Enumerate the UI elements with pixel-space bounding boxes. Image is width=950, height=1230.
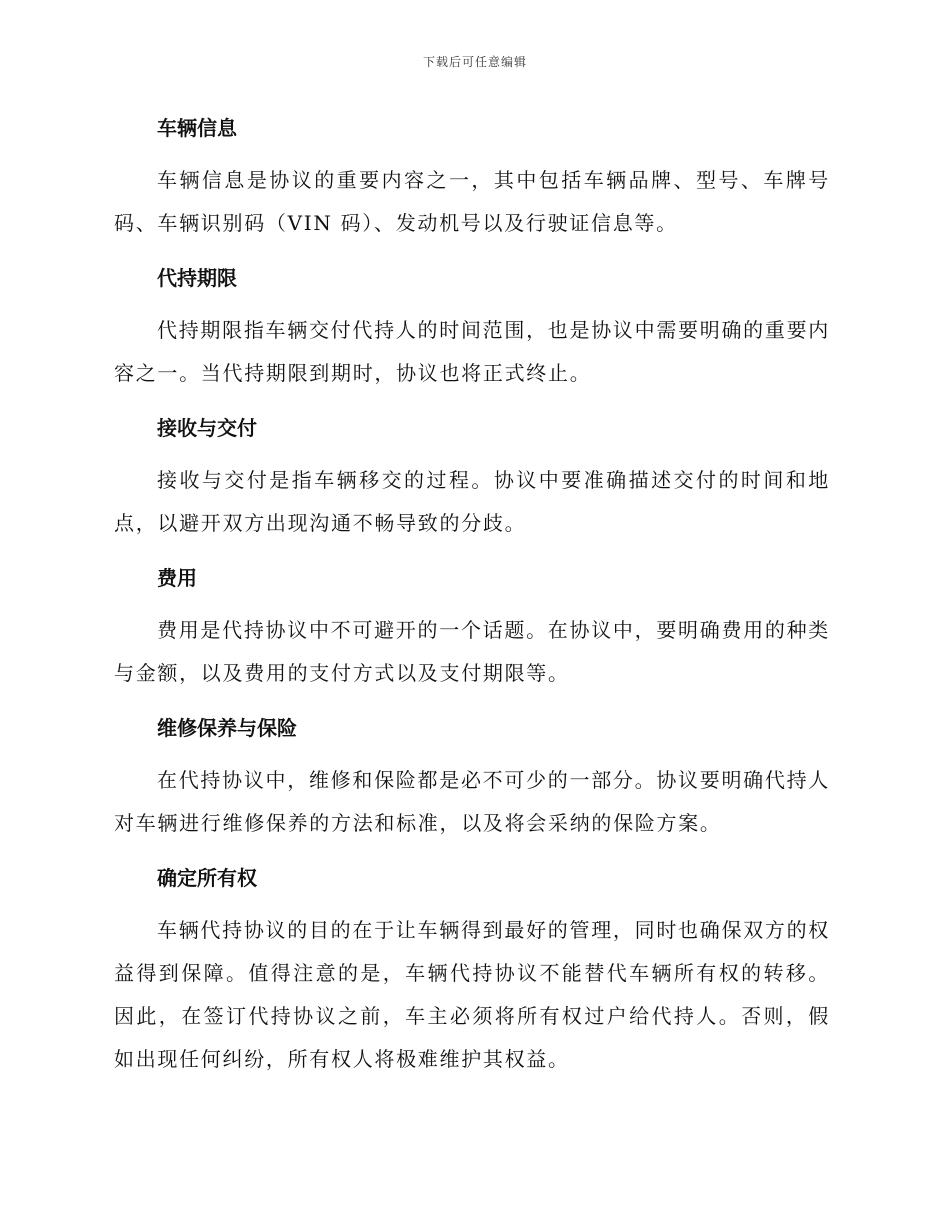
section-fees — [114, 558, 830, 695]
section-body: 在代持协议中，维修和保险都是必不可少的一部分。协议要明确代持人对车辆进行维修保养的方法和标准，以及将会采纳的保险方案。 — [114, 768, 830, 835]
section-body: 费用是代持协议中不可避开的一个话题。在协议中，要明确费用的种类与金额，以及费用的支付方式以及支付期限等。 — [114, 618, 830, 685]
section-heading: 接收与交付 — [157, 416, 257, 440]
section-heading: 费用 — [157, 566, 197, 590]
section-heading: 车辆信息 — [157, 116, 237, 140]
section-body: 车辆信息是协议的重要内容之一，其中包括车辆品牌、型号、车牌号码、车辆识别码（VIN 码）、发动机号以及行驶证信息等。 — [114, 168, 830, 235]
section-body: 代持期限指车辆交付代持人的时间范围，也是协议中需要明确的重要内容之一。当代持期限到期时，协议也将正式终止。 — [114, 318, 830, 385]
section-heading: 代持期限 — [157, 266, 237, 290]
section-receipt-delivery — [114, 408, 830, 545]
document-content — [114, 108, 830, 1094]
section-body: 车辆代持协议的目的在于让车辆得到最好的管理，同时也确保双方的权益得到保障。值得注意的是，车辆代持协议不能替代车辆所有权的转移。因此，在签订代持协议之前，车主必须将所有权过户给代持人。否则，假如出现任何纠纷，所有权人将极难维护其权益。 — [114, 918, 830, 1071]
section-vehicle-info — [114, 108, 830, 245]
header-note: 下载后可任意编辑 — [422, 55, 527, 69]
section-body: 接收与交付是指车辆移交的过程。协议中要准确描述交付的时间和地点，以避开双方出现沟通不畅导致的分歧。 — [114, 468, 830, 535]
section-maintenance-insurance — [114, 708, 830, 845]
section-heading: 确定所有权 — [157, 866, 257, 890]
section-holding-period — [114, 258, 830, 395]
section-ownership — [114, 858, 830, 1081]
section-heading: 维修保养与保险 — [157, 716, 297, 740]
